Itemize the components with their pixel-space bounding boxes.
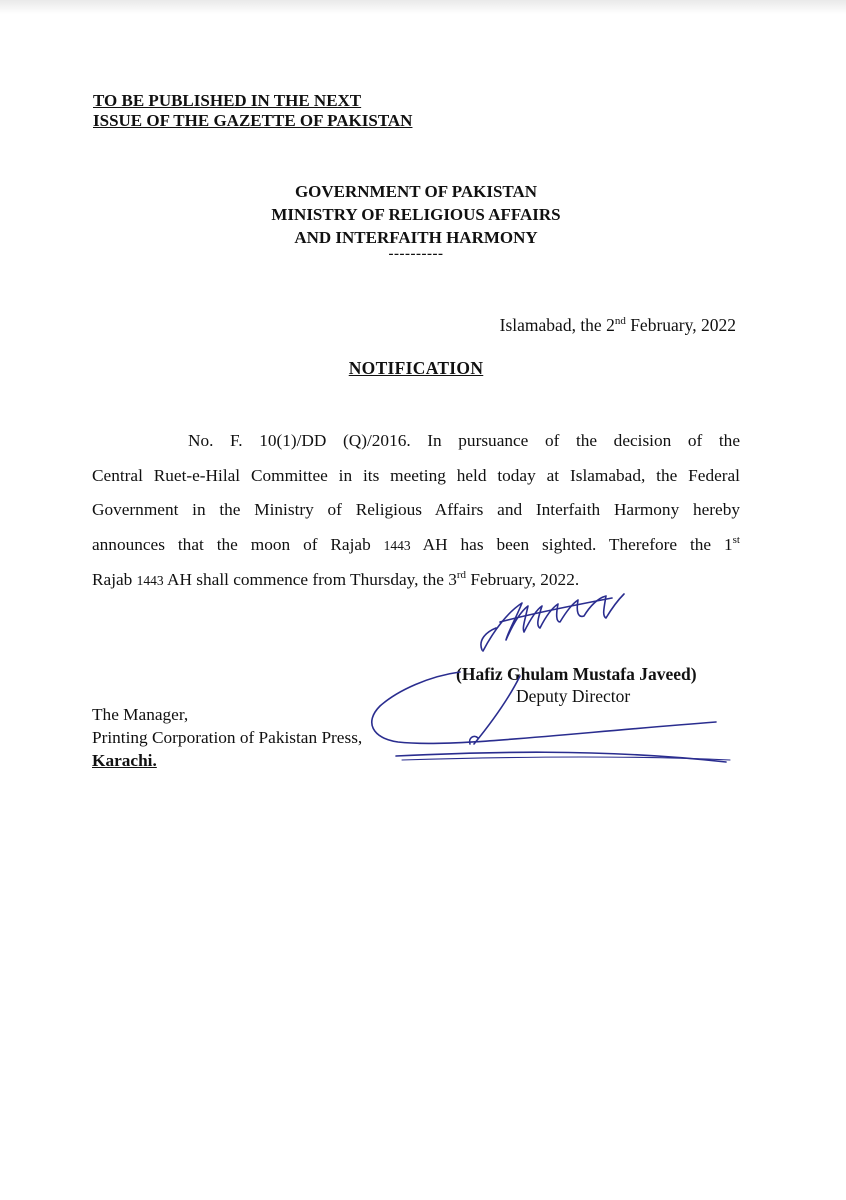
authority-line-3: AND INTERFAITH HARMONY <box>294 228 538 247</box>
body-line-5-text-c: February, 2022. <box>466 570 580 589</box>
body-line-4-text-b: AH has been sighted. Therefore the 1 <box>410 534 733 554</box>
date-ordinal: nd <box>614 315 626 327</box>
body-line-3: Government in the Ministry of Religious Affairs and Interfaith Harmony hereby <box>92 500 740 519</box>
rajab-year: 1443 <box>383 537 411 553</box>
ordinal-st: st <box>732 533 740 546</box>
publication-line-1: TO BE PUBLISHED IN THE NEXT <box>93 91 362 110</box>
notification-title: NOTIFICATION <box>348 358 484 378</box>
authority-line-1: GOVERNMENT OF PAKISTAN <box>294 182 538 201</box>
body-line-5-text-a: Rajab <box>92 570 137 589</box>
publication-line-2: ISSUE OF THE GAZETTE OF PAKISTAN <box>93 111 413 130</box>
recipient-line-1: The Manager, <box>92 705 189 724</box>
date-rest: February, 2022 <box>625 315 736 335</box>
recipient-city: Karachi. <box>92 751 157 770</box>
signatory-designation: Deputy Director <box>516 686 631 706</box>
body-line-4-text-a: announces that the moon of Rajab <box>92 534 384 554</box>
body-line-2: Central Ruet-e-Hilal Committee in its meeting held today at Islamabad, the Federal <box>92 465 740 485</box>
body-line-1: No. F. 10(1)/DD (Q)/2016. In pursuance of the decision of the <box>188 431 740 450</box>
date-prefix: Islamabad, the 2 <box>499 315 615 335</box>
rajab-year-2: 1443 <box>136 573 164 588</box>
ordinal-rd: rd <box>456 569 467 581</box>
header-separator: ---------- <box>388 246 444 262</box>
signatory-name: (Hafiz Ghulam Mustafa Javeed) <box>456 664 697 684</box>
body-line-5-text-b: AH shall commence from Thursday, the 3 <box>163 570 457 589</box>
authority-line-2: MINISTRY OF RELIGIOUS AFFAIRS <box>271 205 561 224</box>
recipient-line-2: Printing Corporation of Pakistan Press, <box>92 728 363 747</box>
